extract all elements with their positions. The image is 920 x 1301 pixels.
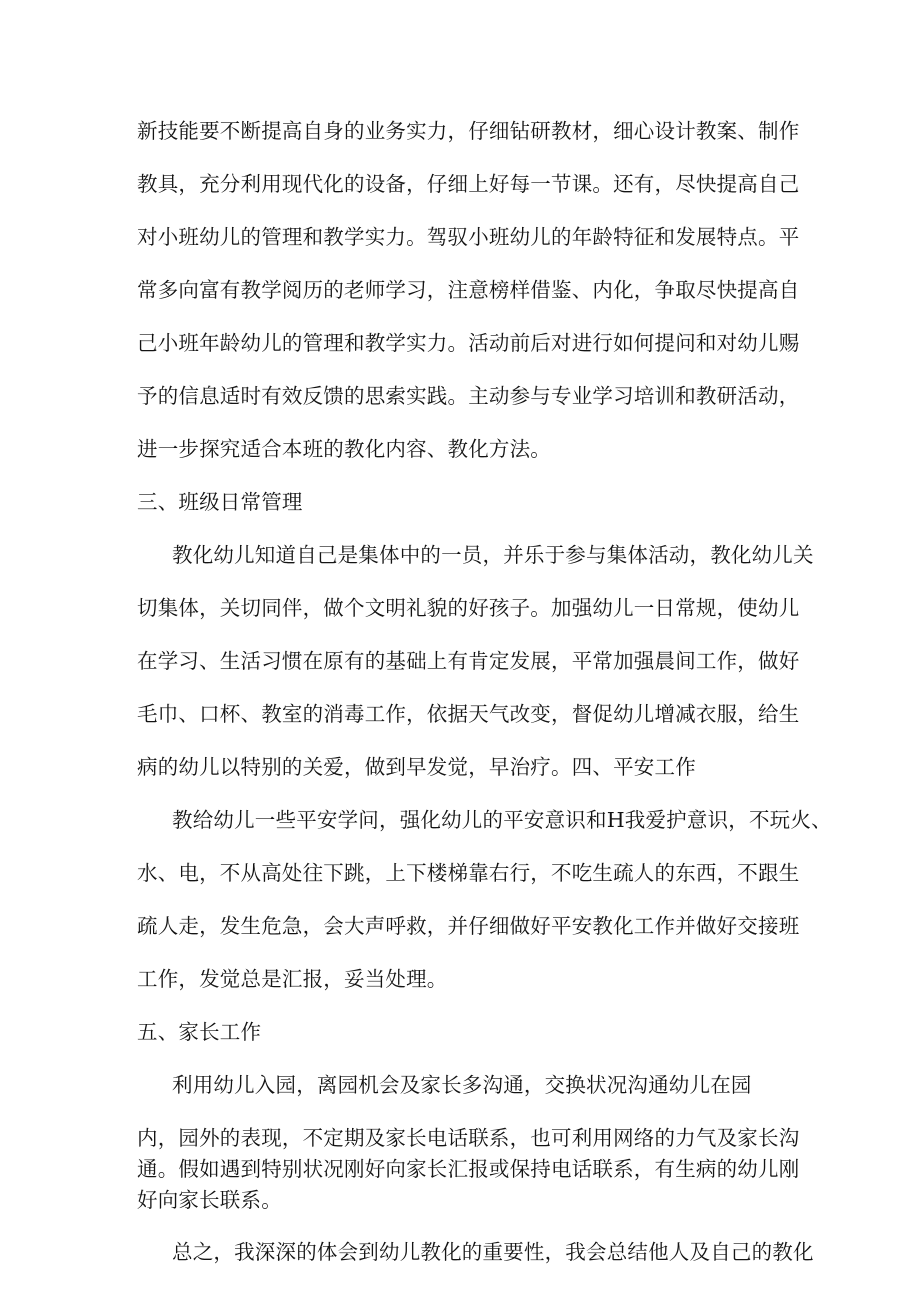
section-heading: 五、家长工作 bbox=[137, 1020, 262, 1044]
section-heading: 三、班级日常管理 bbox=[137, 490, 303, 514]
paragraph-line: 好向家长联系。 bbox=[137, 1188, 282, 1212]
paragraph-line: 予的信息适时有效反馈的思索实践。主动参与专业学习培训和教研活动， bbox=[137, 384, 800, 408]
paragraph-line: 内，园外的表现，不定期及家长电话联系，也可利用网络的力气及家长沟 bbox=[137, 1126, 800, 1150]
paragraph-line: 教给幼儿一些平安学问，强化幼儿的平安意识和H我爱护意识，不玩火、 bbox=[172, 808, 832, 832]
paragraph-line: 教具，充分利用现代化的设备，仔细上好每一节课。还有，尽快提高自己 bbox=[137, 172, 800, 196]
paragraph-line: 切集体，关切同伴，做个文明礼貌的好孩子。加强幼儿一日常规，使幼儿 bbox=[137, 596, 800, 620]
paragraph-line: 总之，我深深的体会到幼儿教化的重要性，我会总结他人及自己的教化 bbox=[172, 1240, 814, 1264]
paragraph-line: 工作，发觉总是汇报，妥当处理。 bbox=[137, 967, 448, 991]
paragraph-line: 病的幼儿以特别的关爱，做到早发觉，早治疗。四、平安工作 bbox=[137, 755, 696, 779]
paragraph-line: 对小班幼儿的管理和教学实力。驾驭小班幼儿的年龄特征和发展特点。平 bbox=[137, 225, 800, 249]
paragraph-line: 毛巾、口杯、教室的消毒工作，依据天气改变，督促幼儿增减衣服，给生 bbox=[137, 702, 800, 726]
paragraph-line: 进一步探究适合本班的教化内容、教化方法。 bbox=[137, 437, 551, 461]
paragraph-line: 常多向富有教学阅历的老师学习，注意榜样借鉴、内化，争取尽快提高自 bbox=[137, 278, 800, 302]
paragraph-line: 己小班年龄幼儿的管理和教学实力。活动前后对进行如何提问和对幼儿赐 bbox=[137, 331, 800, 355]
paragraph-line: 新技能要不断提高自身的业务实力，仔细钻研教材，细心设计教案、制作 bbox=[137, 119, 800, 143]
paragraph-line: 水、电，不从高处往下跳，上下楼梯靠右行，不吃生疏人的东西，不跟生 bbox=[137, 861, 800, 885]
paragraph-line: 利用幼儿入园，离园机会及家长多沟通，交换状况沟通幼儿在园 bbox=[172, 1073, 752, 1097]
paragraph-line: 教化幼儿知道自己是集体中的一员，并乐于参与集体活动，教化幼儿关 bbox=[172, 543, 814, 567]
paragraph-line: 通。假如遇到特别状况刚好向家长汇报或保持电话联系，有生病的幼儿刚 bbox=[137, 1157, 800, 1181]
paragraph-line: 疏人走，发生危急，会大声呼救，并仔细做好平安教化工作并做好交接班 bbox=[137, 914, 800, 938]
paragraph-line: 在学习、生活习惯在原有的基础上有肯定发展，平常加强晨间工作，做好 bbox=[137, 649, 800, 673]
